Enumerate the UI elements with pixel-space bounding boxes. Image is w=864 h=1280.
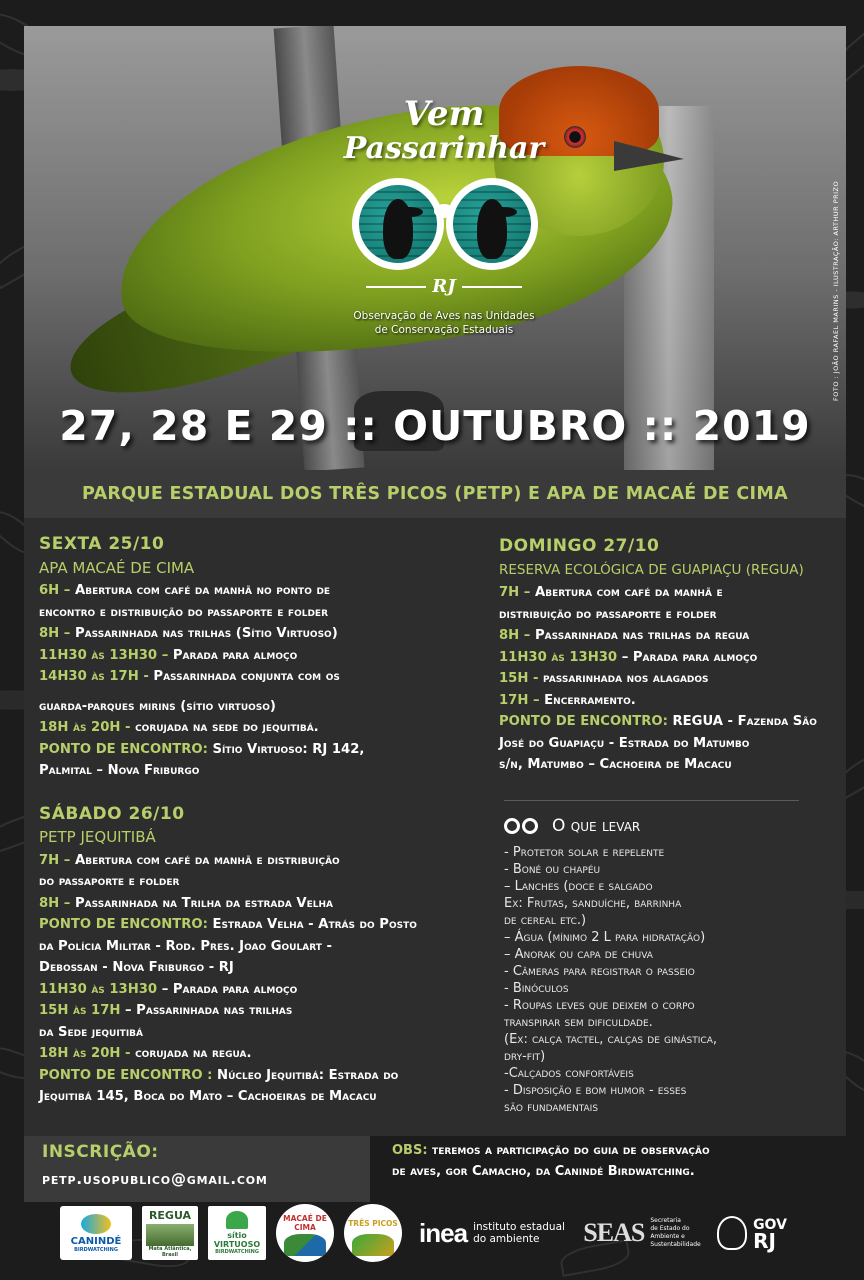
tres-picos-logo: TRÊS PICOS — [344, 1204, 402, 1262]
photo-credit: FOTO : JOÃO RAFAEL MARINS - ILUSTRAÇÃO: ARTHUR PRIZO — [832, 180, 840, 401]
partner-logos — [60, 1200, 820, 1266]
sunday-place: RESERVA ECOLÓGICA DE GUAPIAÇU (REGUA) — [499, 561, 804, 578]
obs-text-2: de aves, gor Camacho, da Canindé Birdwatching. — [392, 1164, 695, 1179]
list-item: - Binóculos — [504, 981, 569, 996]
sunday-heading: DOMINGO 27/10 — [499, 536, 660, 556]
list-item: transpirar sem dificuldade. — [504, 1015, 653, 1030]
binoculars-icon — [324, 170, 564, 270]
saturday-schedule: 7H – Abertura com café da manhã e distribuição do passaporte e folder 8H – Passarinhada na Trilha da estrada Velha PONTO DE ENCONTRO: Estrada Velha - Atrás do Posto da Polícia Militar - Rod. Pres. Joao Goulart - Debossan - Nova Friburgo - RJ 11H30 às 13H30 – Parada para almoço 15H às 17H – Passarinhada nas trilhas da Sede jequitibá 18H às 20H - corujada na regua. PONTO DE ENCONTRO : Núcleo Jequitibá: Estrada do Jequitibá 145, Boca do Mato – Cachoeiras de Macacu — [39, 852, 417, 1104]
logo-subtitle-2: de Conservação Estaduais — [374, 324, 514, 336]
list-item: Ex: Frutas, sanduíche, barrinha — [504, 896, 682, 911]
registration-title: INSCRIÇÃO: — [42, 1142, 159, 1162]
binoculars-icon — [504, 818, 538, 834]
list-item: - Boné ou chapéu — [504, 862, 601, 877]
event-date: 27, 28 E 29 :: OUTUBRO :: 2019 — [59, 402, 811, 450]
list-item: são fundamentais — [504, 1100, 599, 1115]
what-to-bring — [504, 816, 834, 1116]
bird-beak — [614, 141, 684, 171]
list-item: - Câmeras para registrar o passeio — [504, 964, 695, 979]
obs-label: OBS: — [392, 1143, 428, 1158]
list-item: (Ex: calça tactel, calças de ginástica, — [504, 1032, 717, 1047]
bird-eye — [564, 126, 586, 148]
saturday-heading: SÁBADO 26/10 — [39, 803, 185, 824]
logo-rj: RJ — [432, 276, 456, 297]
macae-de-cima-logo: MACAÉ DE CIMA — [276, 1204, 334, 1262]
saturday-place: PETP JEQUITIBÁ — [39, 828, 156, 846]
registration-email[interactable]: petp.usopublico@gmail.com — [42, 1170, 268, 1188]
list-item: -Calçados confortáveis — [504, 1066, 634, 1081]
friday-heading: SEXTA 25/10 — [39, 534, 165, 554]
schedule-panel — [24, 470, 846, 1136]
obs-text-1: teremos a participação do guia de observação — [427, 1143, 710, 1158]
list-item: dry-fit) — [504, 1049, 546, 1064]
friday-place: APA MACAÉ DE CIMA — [39, 558, 195, 577]
registration-box — [24, 1136, 370, 1202]
location-title: PARQUE ESTADUAL DOS TRÊS PICOS (PETP) E APA DE MACAÉ DE CIMA — [82, 484, 788, 504]
list-item: – Lanches (doce e salgado — [504, 879, 653, 894]
right-column — [499, 536, 839, 776]
event-logo — [324, 96, 564, 337]
what-to-bring-list — [504, 844, 834, 1116]
gov-rj-logo: GOV RJ — [712, 1216, 792, 1250]
list-item: - Disposição e bom humor - esses — [504, 1083, 687, 1098]
regua-logo: REGUA Mata Atlântica, Brasil — [142, 1206, 198, 1260]
list-item: – Água (mínimo 2 L para hidratação) — [504, 930, 706, 945]
logo-line1: Vem — [403, 94, 485, 134]
list-item: – Anorak ou capa de chuva — [504, 947, 653, 962]
logo-line2: Passarinhar — [343, 131, 545, 166]
what-to-bring-title: O que levar — [552, 816, 641, 836]
sunday-schedule: 7H – Abertura com café da manhã e distribuição do passaporte e folder 8H – Passarinhada nas trilhas da regua 11H30 às 13H30 – Parada para almoço 15H - passarinhada nos alagados 17H – Encerramento. PONTO DE ENCONTRO: REGUA - Fazenda São José do Guapiaçu - Estrada do Matumbo s/n, Matumbo – Cachoeira de Macacu — [499, 585, 817, 772]
state-crest-icon — [717, 1216, 747, 1250]
left-column — [39, 534, 479, 1108]
location-band — [24, 470, 846, 518]
list-item: - Roupas leves que deixem o corpo — [504, 998, 695, 1013]
list-item: - Protetor solar e repelente — [504, 845, 665, 860]
list-item: de cereal etc.) — [504, 913, 587, 928]
inea-logo: inea instituto estadual do ambiente — [419, 1217, 565, 1248]
logo-subtitle-1: Observação de Aves nas Unidades — [353, 310, 535, 322]
friday-schedule: 6H – Abertura com café da manhã no ponto de encontro e distribuição do passaporte e folder 8H – Passarinhada nas trilhas (Sítio Virtuoso) 11H30 às 13H30 – Parada para almoço 14H30 às 17H - Passarinhada conjunta com os guarda-parques mirins (sítio virtuoso) 18H às 20H - corujada na sede do jequitibá. PONTO DE ENCONTRO: Sítio Virtuoso: RJ 142, Palmital – Nova Friburgo — [39, 583, 365, 778]
observation-note — [392, 1140, 832, 1182]
seas-logo: SEAS Secretaria de Estado do Ambiente e Sustentabilidade — [583, 1217, 701, 1248]
sitio-virtuoso-logo: sítio VIRTUOSO BIRDWATCHING — [208, 1206, 266, 1260]
divider — [504, 800, 799, 801]
caninde-logo: CANINDÉ BIRDWATCHING — [60, 1206, 132, 1260]
